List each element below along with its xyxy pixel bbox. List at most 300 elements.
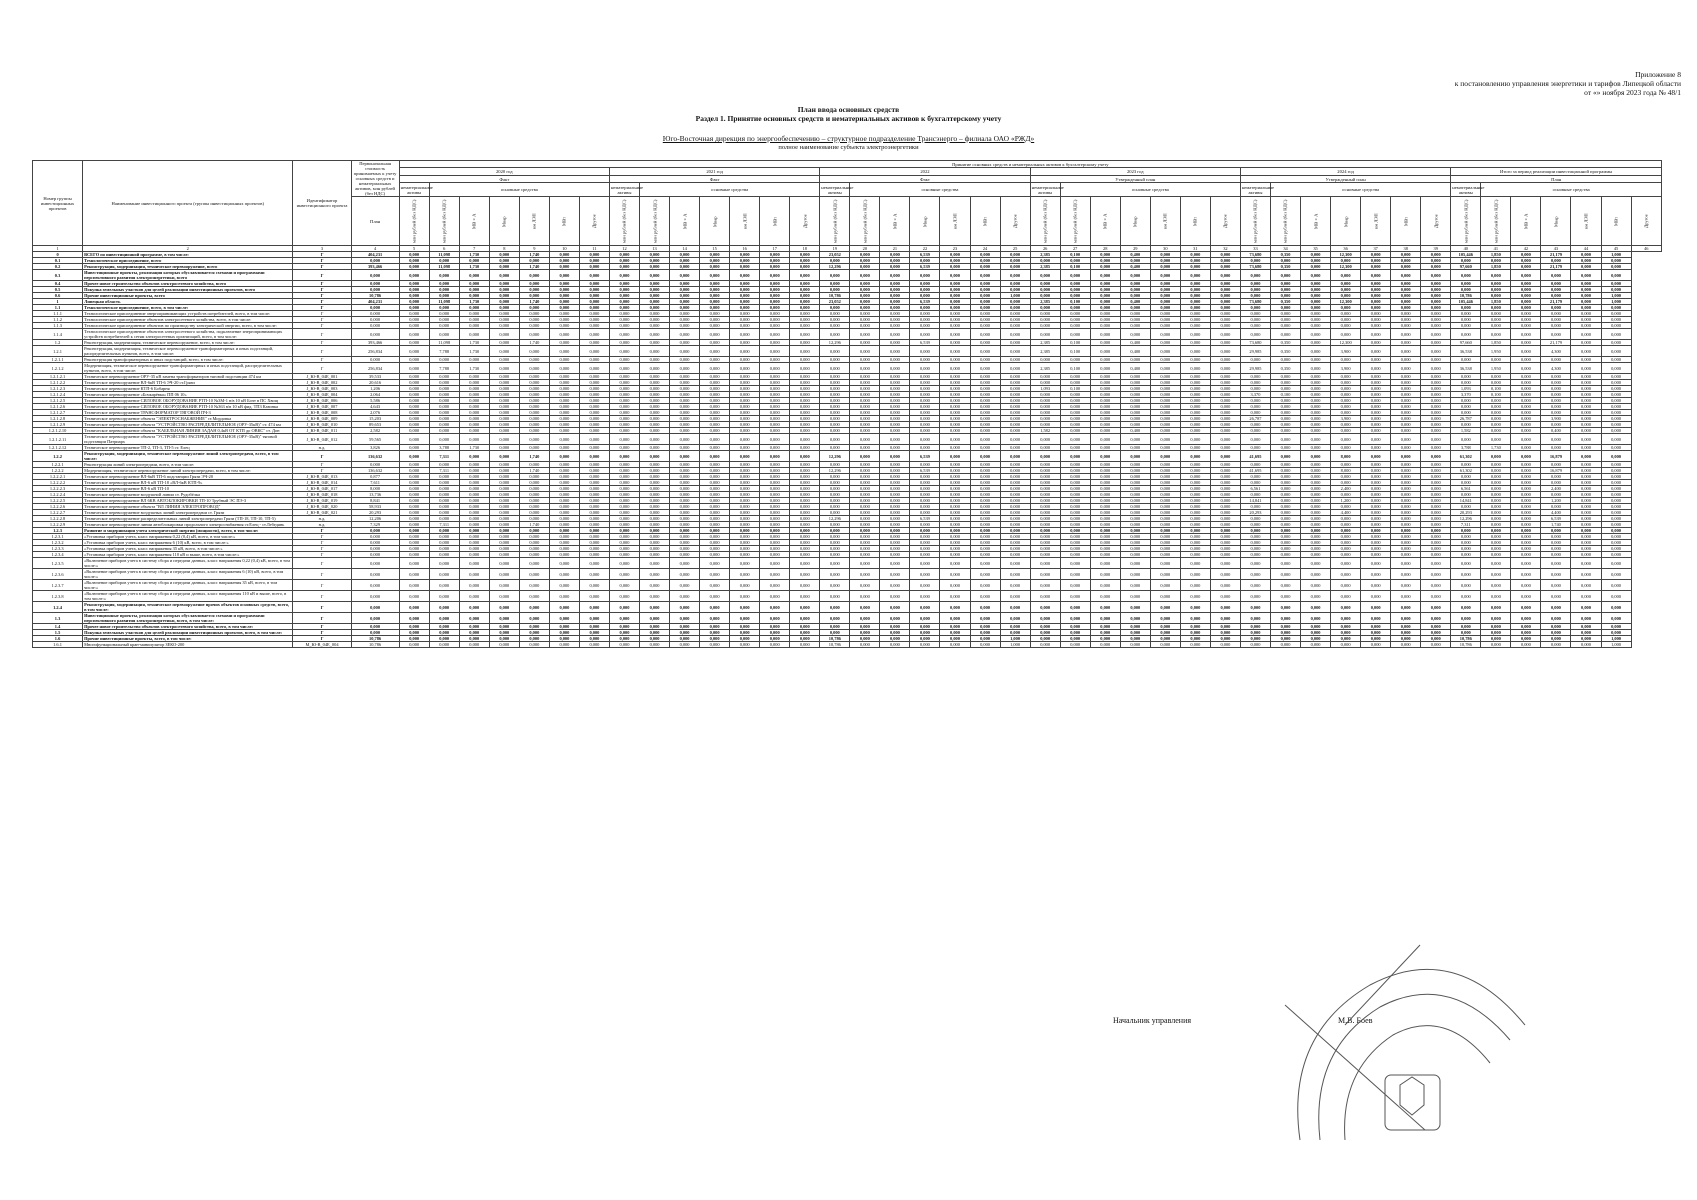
cell-value: 0,000 <box>910 591 940 602</box>
cell-value: 0,000 <box>1391 504 1421 510</box>
cell-value: 0,000 <box>910 317 940 323</box>
cell-value: 0,000 <box>1601 580 1631 591</box>
cell-book-value: 0,000 <box>351 552 399 558</box>
cell-value: 0,000 <box>1210 258 1240 264</box>
cell-value: 97,660 <box>1451 340 1481 346</box>
cell-value: 0,000 <box>1210 305 1240 311</box>
cell-value: 0,000 <box>1210 516 1240 522</box>
cell-value: 0,000 <box>1391 528 1421 534</box>
cell-value: 0,000 <box>1511 445 1541 451</box>
cell-value: 0,000 <box>519 311 549 317</box>
cell-value: 0,000 <box>1090 602 1120 613</box>
cell-value: 0,000 <box>1451 410 1481 416</box>
cell-value: 0,000 <box>1391 434 1421 445</box>
cell-value: 0,000 <box>1210 252 1240 258</box>
cell-value: 0,000 <box>1481 591 1511 602</box>
cell-value: 0,000 <box>1210 462 1240 468</box>
cell-value: 0,000 <box>1511 516 1541 522</box>
cell-value: 0,000 <box>429 558 459 569</box>
cell-value: 0,000 <box>1180 534 1210 540</box>
cell-value: 0,000 <box>910 357 940 363</box>
cell-value: 0,000 <box>549 380 579 386</box>
cell-value: 0,000 <box>1090 486 1120 492</box>
cell-value: 0,000 <box>760 492 790 498</box>
cell-value: 3,900 <box>1331 346 1361 357</box>
cell-value: 0,000 <box>1090 281 1120 287</box>
unit-header: млн рублей (без НДС) <box>1030 197 1060 246</box>
cell-value: 0,000 <box>459 293 489 299</box>
cell-value: 0,000 <box>1000 422 1030 428</box>
cell-value: 0,000 <box>1090 305 1120 311</box>
cell-value: 0,000 <box>760 317 790 323</box>
cell-value: 0,000 <box>1601 264 1631 270</box>
cell-value: 0,000 <box>1361 270 1391 281</box>
cell-value: 0,000 <box>640 492 670 498</box>
cell-value: 0,000 <box>1301 422 1331 428</box>
cell-group-no: 0.6 <box>33 293 83 299</box>
cell-value: 0,000 <box>1030 510 1060 516</box>
cell-value: 0,000 <box>1481 416 1511 422</box>
cell-value: 0,000 <box>1210 392 1240 398</box>
cell-value: 0,000 <box>1150 445 1180 451</box>
cell-value: 0,000 <box>1060 462 1090 468</box>
cell-value: 0,000 <box>1391 636 1421 642</box>
cell-value: 0,000 <box>399 252 429 258</box>
cell-value: 0,000 <box>549 317 579 323</box>
cell-book-value: 0,000 <box>351 558 399 569</box>
cell-value: 0,000 <box>549 428 579 434</box>
cell-value: 0,000 <box>970 386 1000 392</box>
cell-book-value: 89,653 <box>351 422 399 428</box>
cell-book-value: 12,206 <box>351 516 399 522</box>
cell-value: 0,000 <box>1511 305 1541 311</box>
cell-value: 0,000 <box>489 451 519 462</box>
cell-value: 0,000 <box>609 416 639 422</box>
cell-value: 0,000 <box>850 416 880 422</box>
cell-value: 0,000 <box>670 329 700 340</box>
cell-value: 0,000 <box>1481 636 1511 642</box>
cell-identifier: н.д. <box>293 522 351 528</box>
cell-value: 0,000 <box>1481 528 1511 534</box>
cell-value: 0,000 <box>489 340 519 346</box>
cell-value: 0,000 <box>1270 468 1300 474</box>
cell-value: 0,000 <box>1451 580 1481 591</box>
cell-value: 0,000 <box>1240 329 1270 340</box>
cell-value: 0,000 <box>1060 552 1090 558</box>
cell-value: 0,000 <box>850 258 880 264</box>
cell-value: 0,000 <box>1180 428 1210 434</box>
cell-project-name: «Включение приборов учета в систему сбора и передачи данных, класс напряжения 6 (10) кВ, всего, в том числе:» <box>83 569 293 580</box>
cell-value: 0,000 <box>790 258 820 264</box>
cell-value: 0,000 <box>429 404 459 410</box>
cell-value: 0,000 <box>1150 299 1180 305</box>
cell-group-no: 1.4 <box>33 624 83 630</box>
cell-value: 0,000 <box>1571 591 1601 602</box>
cell-value: 0,000 <box>429 480 459 486</box>
cell-value: 0,000 <box>1000 516 1030 522</box>
cell-value: 0,000 <box>609 480 639 486</box>
cell-value: 0,000 <box>760 451 790 462</box>
cell-value: 0,000 <box>399 293 429 299</box>
cell-value: 0,000 <box>1030 293 1060 299</box>
cell-value: 61,302 <box>1451 451 1481 462</box>
cell-value: 0,000 <box>820 569 850 580</box>
cell-value: 0,000 <box>1301 613 1331 624</box>
unit-header: Мвар <box>1331 197 1361 246</box>
cell-value: 0,000 <box>1511 504 1541 510</box>
cell-value: 0,000 <box>579 486 609 492</box>
cell-value: 0,000 <box>880 270 910 281</box>
cell-value: 0,000 <box>549 305 579 311</box>
cell-value: 0,000 <box>399 340 429 346</box>
cell-value: 0,000 <box>519 498 549 504</box>
cell-value: 0,000 <box>399 392 429 398</box>
cell-value: 0,000 <box>609 374 639 380</box>
cell-value: 0,000 <box>399 552 429 558</box>
cell-value: 0,000 <box>820 398 850 404</box>
cell-value: 0,000 <box>1541 492 1571 498</box>
cell-identifier: Г <box>293 264 351 270</box>
cell-value: 0,000 <box>670 374 700 380</box>
cell-value: 0,000 <box>820 329 850 340</box>
cell-value: 0,000 <box>700 492 730 498</box>
cell-value: 0,000 <box>970 522 1000 528</box>
cell-group-no: 1.2.1.2.11 <box>33 434 83 445</box>
cell-value: 0,000 <box>1150 642 1180 648</box>
cell-value: 0,000 <box>1210 416 1240 422</box>
cell-value: 0,000 <box>1571 534 1601 540</box>
cell-value: 0,000 <box>640 486 670 492</box>
cell-value: 0,000 <box>940 329 970 340</box>
cell-group-no: 1.2.2.1 <box>33 462 83 468</box>
cell-value: 0,400 <box>1120 428 1150 434</box>
cell-value: 0,000 <box>1180 392 1210 398</box>
cell-value: 0,000 <box>1421 642 1451 648</box>
cell-value: 0,000 <box>1451 558 1481 569</box>
cell-value: 0,000 <box>640 374 670 380</box>
cell-value: 11,098 <box>429 264 459 270</box>
cell-value: 0,000 <box>820 311 850 317</box>
cell-value: 0,000 <box>1541 386 1571 392</box>
cell-group-no: 0.1 <box>33 258 83 264</box>
cell-value: 0,000 <box>1000 281 1030 287</box>
cell-value: 0,000 <box>1481 404 1511 410</box>
cell-value: 0,000 <box>1601 613 1631 624</box>
cell-value: 0,000 <box>910 363 940 374</box>
doc-title: План ввода основных средств <box>797 105 900 114</box>
cell-value: 0,000 <box>760 498 790 504</box>
cell-value: 0,000 <box>910 580 940 591</box>
cell-value: 0,000 <box>549 486 579 492</box>
cell-group-no: 1.1.4 <box>33 329 83 340</box>
cell-value: 0,000 <box>1571 510 1601 516</box>
cell-value: 0,000 <box>940 398 970 404</box>
cell-value: 0,000 <box>880 340 910 346</box>
cell-value: 0,000 <box>429 258 459 264</box>
cell-value: 0,000 <box>700 451 730 462</box>
cell-value: 0,000 <box>579 323 609 329</box>
cell-identifier: Г <box>293 468 351 474</box>
cell-value: 0,000 <box>1120 258 1150 264</box>
cell-value: 0,000 <box>1511 591 1541 602</box>
cell-value: 0,000 <box>1421 546 1451 552</box>
cell-value: 0,000 <box>1391 357 1421 363</box>
cell-value: 0,000 <box>970 468 1000 474</box>
cell-value: 0,000 <box>1511 480 1541 486</box>
column-number: 34 <box>1270 246 1300 252</box>
cell-identifier: J_Ю-В_04Е_007 <box>293 404 351 410</box>
cell-value: 0,000 <box>1331 386 1361 392</box>
cell-value: 0,000 <box>1030 462 1060 468</box>
cell-value: 0,000 <box>970 374 1000 380</box>
cell-value: 0,000 <box>489 252 519 258</box>
cell-value: 0,000 <box>1270 540 1300 546</box>
cell-value: 0,000 <box>1000 410 1030 416</box>
cell-value: 0,000 <box>640 410 670 416</box>
cell-value: 0,000 <box>1331 462 1361 468</box>
cell-value: 0,000 <box>1150 270 1180 281</box>
cell-value: 0,000 <box>429 281 459 287</box>
cell-value: 23,052 <box>820 252 850 258</box>
cell-value: 14,841 <box>1451 498 1481 504</box>
cell-value: 0,000 <box>760 293 790 299</box>
cell-value: 0,000 <box>970 552 1000 558</box>
period-type-header: Утвержденный план <box>1240 175 1450 182</box>
cell-value: 0,000 <box>399 474 429 480</box>
cell-value: 0,000 <box>790 329 820 340</box>
cell-value: 0,000 <box>820 546 850 552</box>
cell-value: 0,000 <box>459 410 489 416</box>
cell-value: 0,000 <box>1270 558 1300 569</box>
cell-group-no: 1.2.2.2.5 <box>33 498 83 504</box>
cell-value: 0,000 <box>820 613 850 624</box>
cell-value: 0,000 <box>1481 569 1511 580</box>
unit-header: млн рублей (без НДС) <box>640 197 670 246</box>
cell-value: 0,000 <box>489 534 519 540</box>
cell-value: 0,000 <box>1210 630 1240 636</box>
cell-value: 0,000 <box>1120 416 1150 422</box>
cell-value: 0,000 <box>1030 516 1060 522</box>
cell-value: 0,000 <box>489 445 519 451</box>
cell-value: 0,000 <box>459 492 489 498</box>
cell-value: 0,000 <box>1090 329 1120 340</box>
cell-value: 0,000 <box>1391 270 1421 281</box>
cell-value: 0,000 <box>1270 624 1300 630</box>
cell-value: 0,000 <box>1270 386 1300 392</box>
cell-value: 0,000 <box>1481 580 1511 591</box>
cell-value: 0,000 <box>1541 462 1571 468</box>
cell-value: 0,000 <box>579 434 609 445</box>
cell-value: 0,000 <box>459 480 489 486</box>
cell-value: 0,000 <box>489 642 519 648</box>
cell-value: 0,000 <box>1000 258 1030 264</box>
column-number: 16 <box>730 246 760 252</box>
cell-value: 0,000 <box>1511 522 1541 528</box>
cell-value: 0,000 <box>1030 287 1060 293</box>
cell-value: 12,296 <box>820 516 850 522</box>
unit-header: млн рублей (без НДС) <box>609 197 639 246</box>
cell-value: 0,000 <box>1180 346 1210 357</box>
cell-value: 0,000 <box>1301 591 1331 602</box>
cell-value: 0,000 <box>489 630 519 636</box>
cell-value: 0,000 <box>1090 428 1120 434</box>
cell-value: 0,000 <box>609 636 639 642</box>
cell-value: 0,000 <box>429 504 459 510</box>
cell-value: 4,400 <box>1331 510 1361 516</box>
cell-value: 0,000 <box>1150 346 1180 357</box>
cell-value: 0,000 <box>1210 317 1240 323</box>
cell-value: 0,000 <box>730 422 760 428</box>
cell-value: 0,000 <box>1150 281 1180 287</box>
cell-value: 0,000 <box>1090 516 1120 522</box>
cell-value: 0,000 <box>1210 591 1240 602</box>
cell-value: 0,000 <box>609 386 639 392</box>
cell-value: 0,000 <box>640 317 670 323</box>
cell-value: 0,000 <box>1541 552 1571 558</box>
cell-value: 0,000 <box>670 630 700 636</box>
cell-identifier: J_Ю-В_04Е_009 <box>293 416 351 422</box>
cell-value: 0,000 <box>670 264 700 270</box>
cell-value: 0,000 <box>820 270 850 281</box>
cell-value: 0,000 <box>1270 317 1300 323</box>
cell-value: 0,000 <box>1180 386 1210 392</box>
cell-value: 0,000 <box>1421 287 1451 293</box>
cell-value: 0,000 <box>910 445 940 451</box>
cell-value: 0,000 <box>429 516 459 522</box>
year-header: Итого за период реализации инвестиционной программы <box>1451 168 1662 175</box>
cell-value: 0,000 <box>640 270 670 281</box>
cell-value: 0,000 <box>429 591 459 602</box>
cell-value: 0,000 <box>1331 398 1361 404</box>
cell-book-value: 0,000 <box>351 534 399 540</box>
cell-value: 1,850 <box>1481 299 1511 305</box>
cell-value: 4,300 <box>1541 363 1571 374</box>
cell-value: 0,000 <box>579 540 609 546</box>
cell-value: 1,740 <box>519 522 549 528</box>
cell-project-name: Техническое перевооружение ВЛ 6КВ АВТОБЛОКИРОВКИ ТП-10 Трубный ЭС ПЭ-3 <box>83 498 293 504</box>
cell-value: 0,000 <box>940 498 970 504</box>
cell-value: 0,000 <box>1150 591 1180 602</box>
cell-value: 0,000 <box>1301 363 1331 374</box>
cell-value: 0,000 <box>880 580 910 591</box>
cell-value: 0,000 <box>1060 624 1090 630</box>
cell-value: 0,000 <box>1541 591 1571 602</box>
unit-header: км ЛЭП <box>940 197 970 246</box>
cell-value: 0,000 <box>880 642 910 648</box>
column-number: 23 <box>940 246 970 252</box>
cell-value: 0,000 <box>790 357 820 363</box>
cell-value: 0,000 <box>399 602 429 613</box>
cell-value: 0,000 <box>850 363 880 374</box>
cell-value: 8,000 <box>1331 451 1361 462</box>
cell-value: 0,000 <box>880 422 910 428</box>
cell-value: 0,000 <box>970 270 1000 281</box>
cell-value: 0,000 <box>1331 636 1361 642</box>
cell-value: 0,000 <box>549 468 579 474</box>
cell-value: 0,000 <box>1511 270 1541 281</box>
cell-value: 0,000 <box>1451 311 1481 317</box>
cell-value: 0,000 <box>820 492 850 498</box>
cell-value: 0,000 <box>730 552 760 558</box>
cell-value: 0,000 <box>730 480 760 486</box>
cell-value: 0,400 <box>1120 299 1150 305</box>
column-number: 39 <box>1421 246 1451 252</box>
cell-value: 0,000 <box>880 305 910 311</box>
cell-value: 0,000 <box>1210 468 1240 474</box>
cell-value: 0,000 <box>970 416 1000 422</box>
cell-value: 0,000 <box>1331 422 1361 428</box>
cell-value: 0,000 <box>1150 522 1180 528</box>
cell-value: 0,000 <box>1481 613 1511 624</box>
cell-group-no: 1.1.3 <box>33 323 83 329</box>
cell-group-no: 1.1 <box>33 305 83 311</box>
cell-value: 0,000 <box>609 392 639 398</box>
cell-value: 0,000 <box>1270 293 1300 299</box>
cell-value: 0,000 <box>730 357 760 363</box>
cell-value: 0,000 <box>1030 504 1060 510</box>
cell-value: 0,000 <box>609 445 639 451</box>
cell-value: 0,000 <box>760 404 790 410</box>
cell-value: 0,000 <box>1180 613 1210 624</box>
cell-value: 0,000 <box>399 305 429 311</box>
cell-value: 0,000 <box>459 311 489 317</box>
cell-value: 0,000 <box>1000 552 1030 558</box>
cell-book-value: 7,611 <box>351 480 399 486</box>
cell-value: 0,000 <box>670 462 700 468</box>
cell-value: 0,000 <box>1481 492 1511 498</box>
cell-value: 0,000 <box>459 392 489 398</box>
cell-value: 0,000 <box>1301 528 1331 534</box>
cell-value: 0,000 <box>1120 642 1150 648</box>
cell-value: 0,000 <box>850 346 880 357</box>
cell-value: 0,000 <box>1481 486 1511 492</box>
unit-header: Другое <box>790 197 820 246</box>
cell-value: 3,900 <box>1331 416 1361 422</box>
cell-value: 0,000 <box>700 498 730 504</box>
cell-value: 1,730 <box>459 340 489 346</box>
cell-value: 0,000 <box>1481 624 1511 630</box>
cell-value: 0,000 <box>910 480 940 486</box>
year-header: 2024 год <box>1240 168 1450 175</box>
cell-value: 0,000 <box>850 329 880 340</box>
cell-value: 0,000 <box>880 498 910 504</box>
cell-value: 0,000 <box>399 591 429 602</box>
cell-value: 0,000 <box>850 636 880 642</box>
cell-value: 0,000 <box>399 410 429 416</box>
cell-value: 0,000 <box>700 591 730 602</box>
cell-value: 0,000 <box>609 434 639 445</box>
cell-value: 0,000 <box>399 522 429 528</box>
cell-value: 1,200 <box>1541 498 1571 504</box>
col-plan: План <box>351 197 399 246</box>
cell-value: 0,000 <box>1240 624 1270 630</box>
cell-value: 0,100 <box>1060 346 1090 357</box>
cell-value: 0,000 <box>730 404 760 410</box>
cell-value: 0,000 <box>1571 445 1601 451</box>
cell-value: 0,000 <box>1030 498 1060 504</box>
cell-value: 0,000 <box>790 552 820 558</box>
cell-value: 0,000 <box>459 613 489 624</box>
cell-identifier: J_Ю-В_04Е_019 <box>293 498 351 504</box>
cell-value: 0,000 <box>1210 434 1240 445</box>
cell-value: 0,000 <box>670 552 700 558</box>
cell-value: 0,000 <box>429 492 459 498</box>
cell-value: 0,000 <box>820 317 850 323</box>
cell-value: 0,000 <box>1421 591 1451 602</box>
unit-header: МВт <box>970 197 1000 246</box>
cell-value: 0,000 <box>1481 451 1511 462</box>
cell-value: 0,000 <box>640 558 670 569</box>
